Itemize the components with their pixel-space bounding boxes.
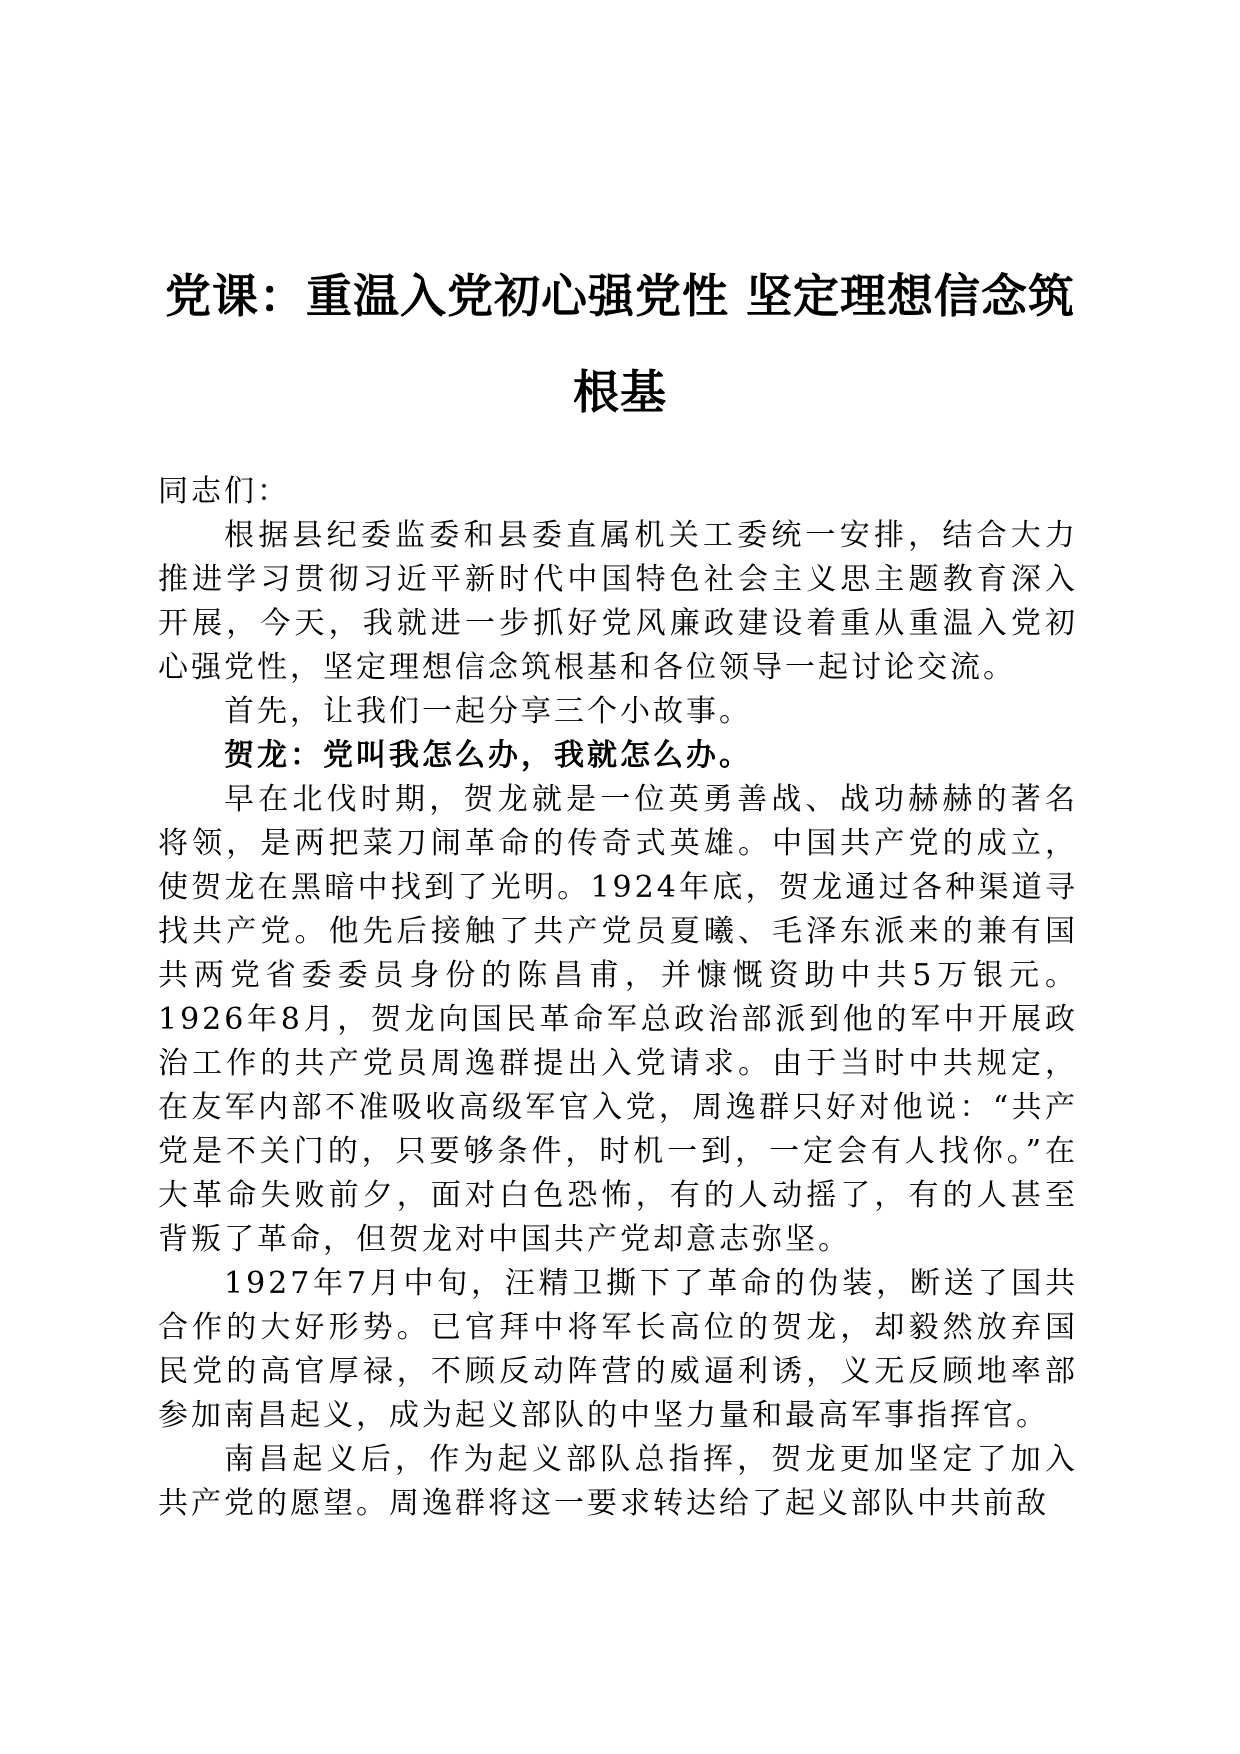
document-body <box>158 470 1078 1526</box>
story-paragraph: 1927年7月中旬，汪精卫撕下了革命的伪装，断送了国共合作的大好形势。已官拜中将军长高位的贺龙，却毅然放弃国民党的高官厚禄，不顾反动阵营的威逼利诱，义无反顾地率部参加南昌起义，成为起义部队的中坚力量和最高军事指挥官。 <box>158 1266 1078 1433</box>
paragraph-lead: 首先，让我们一起分享三个小故事。 <box>224 694 752 729</box>
story-paragraph: 南昌起义后，作为起义部队总指挥，贺龙更加坚定了加入共产党的愿望。周逸群将这一要求转达给了起义部队中共前敌 <box>158 1442 1078 1521</box>
title-line-1: 党课：重温入党初心强党性 坚定理想信念筑 <box>164 269 1075 323</box>
title-line-2: 根基 <box>573 365 667 419</box>
story-paragraph: 早在北伐时期，贺龙就是一位英勇善战、战功赫赫的著名将领，是两把菜刀闹革命的传奇式英雄。中国共产党的成立，使贺龙在黑暗中找到了光明。1924年底，贺龙通过各种渠道寻找共产党。他先后接触了共产党员夏曦、毛泽东派来的兼有国共两党省委委员身份的陈昌甫，并慷慨资助中共5万银元。1926年8月，贺龙向国民革命军总政治部派到他的军中开展政治工作的共产党员周逸群提出入党请求。由于当时中共规定，在友军内部不准吸收高级军官入党，周逸群只好对他说：“共产党是不关门的，只要够条件，时机一到，一定会有人找你。”在大革命失败前夕，面对白色恐怖，有的人动摇了，有的人甚至背叛了革命，但贺龙对中国共产党却意志弥坚。 <box>158 782 1078 1257</box>
section-heading: 贺龙：党叫我怎么办，我就怎么办。 <box>224 738 752 773</box>
salutation: 同志们： <box>158 474 290 509</box>
paragraph-intro: 根据县纪委监委和县委直属机关工委统一安排，结合大力推进学习贯彻习近平新时代中国特色社会主义思主题教育深入开展，今天，我就进一步抓好党风廉政建设着重从重温入党初心强党性，坚定理想信念筑根基和各位领导一起讨论交流。 <box>158 518 1078 685</box>
document-title <box>150 248 1090 440</box>
